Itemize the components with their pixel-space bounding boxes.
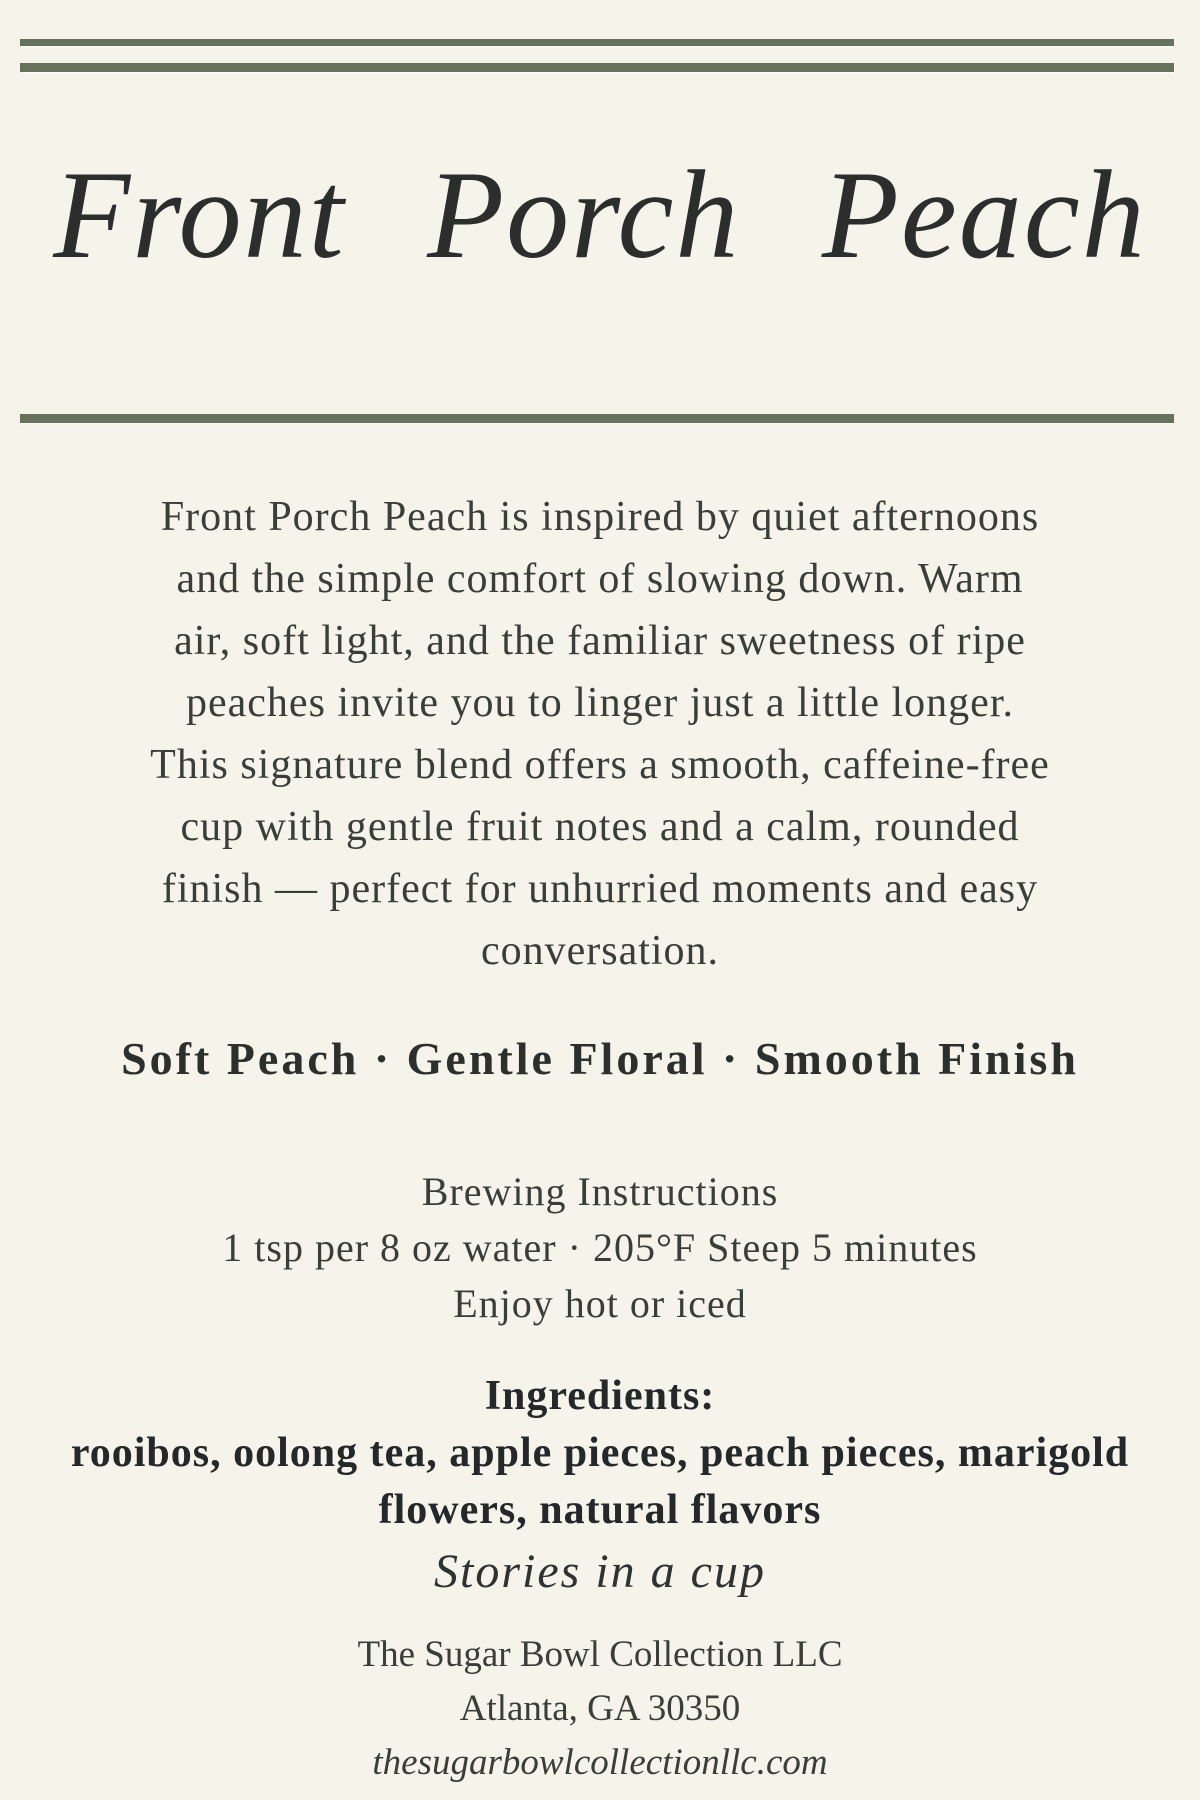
brewing-serving: Enjoy hot or iced: [453, 1281, 747, 1326]
company-name: The Sugar Bowl Collection LLC: [357, 1634, 843, 1675]
company-location: Atlanta, GA 30350: [459, 1688, 741, 1729]
description-line: cup with gentle fruit notes and a calm, rounded: [180, 804, 1020, 850]
description-line: peaches invite you to linger just a little longer.: [186, 680, 1014, 726]
ingredients-section: [0, 1368, 1200, 1539]
description-line: Front Porch Peach is inspired by quiet afternoons: [160, 494, 1040, 540]
product-title: Front Porch Peach: [53, 146, 1147, 285]
top-rule-upper: [20, 39, 1174, 46]
brand-tagline: Stories in a cup: [434, 1545, 766, 1598]
brewing-dosage: 1 tsp per 8 oz water · 205°F Steep 5 minutes: [222, 1225, 978, 1270]
description-line: and the simple comfort of slowing down. Warm: [176, 556, 1024, 602]
ingredients-line: rooibos, oolong tea, apple pieces, peach pieces, marigold: [70, 1430, 1130, 1476]
tasting-notes: Soft Peach · Gentle Floral · Smooth Finish: [121, 1033, 1079, 1084]
description-line: conversation.: [480, 928, 720, 974]
description-line: finish — perfect for unhurried moments and easy: [161, 866, 1039, 912]
brewing-instructions: [0, 1164, 1200, 1332]
ingredients-line: flowers, natural flavors: [378, 1487, 822, 1533]
description-line: air, soft light, and the familiar sweetness of ripe: [174, 618, 1026, 664]
title-underline-rule: [20, 414, 1174, 423]
ingredients-heading: Ingredients:: [484, 1373, 716, 1419]
company-info: [0, 1628, 1200, 1790]
top-rule-lower: [20, 63, 1174, 72]
company-website: thesugarbowlcollectionllc.com: [372, 1742, 828, 1783]
brewing-heading: Brewing Instructions: [421, 1169, 779, 1214]
product-description: [0, 486, 1200, 982]
description-line: This signature blend offers a smooth, caffeine-free: [150, 742, 1050, 788]
